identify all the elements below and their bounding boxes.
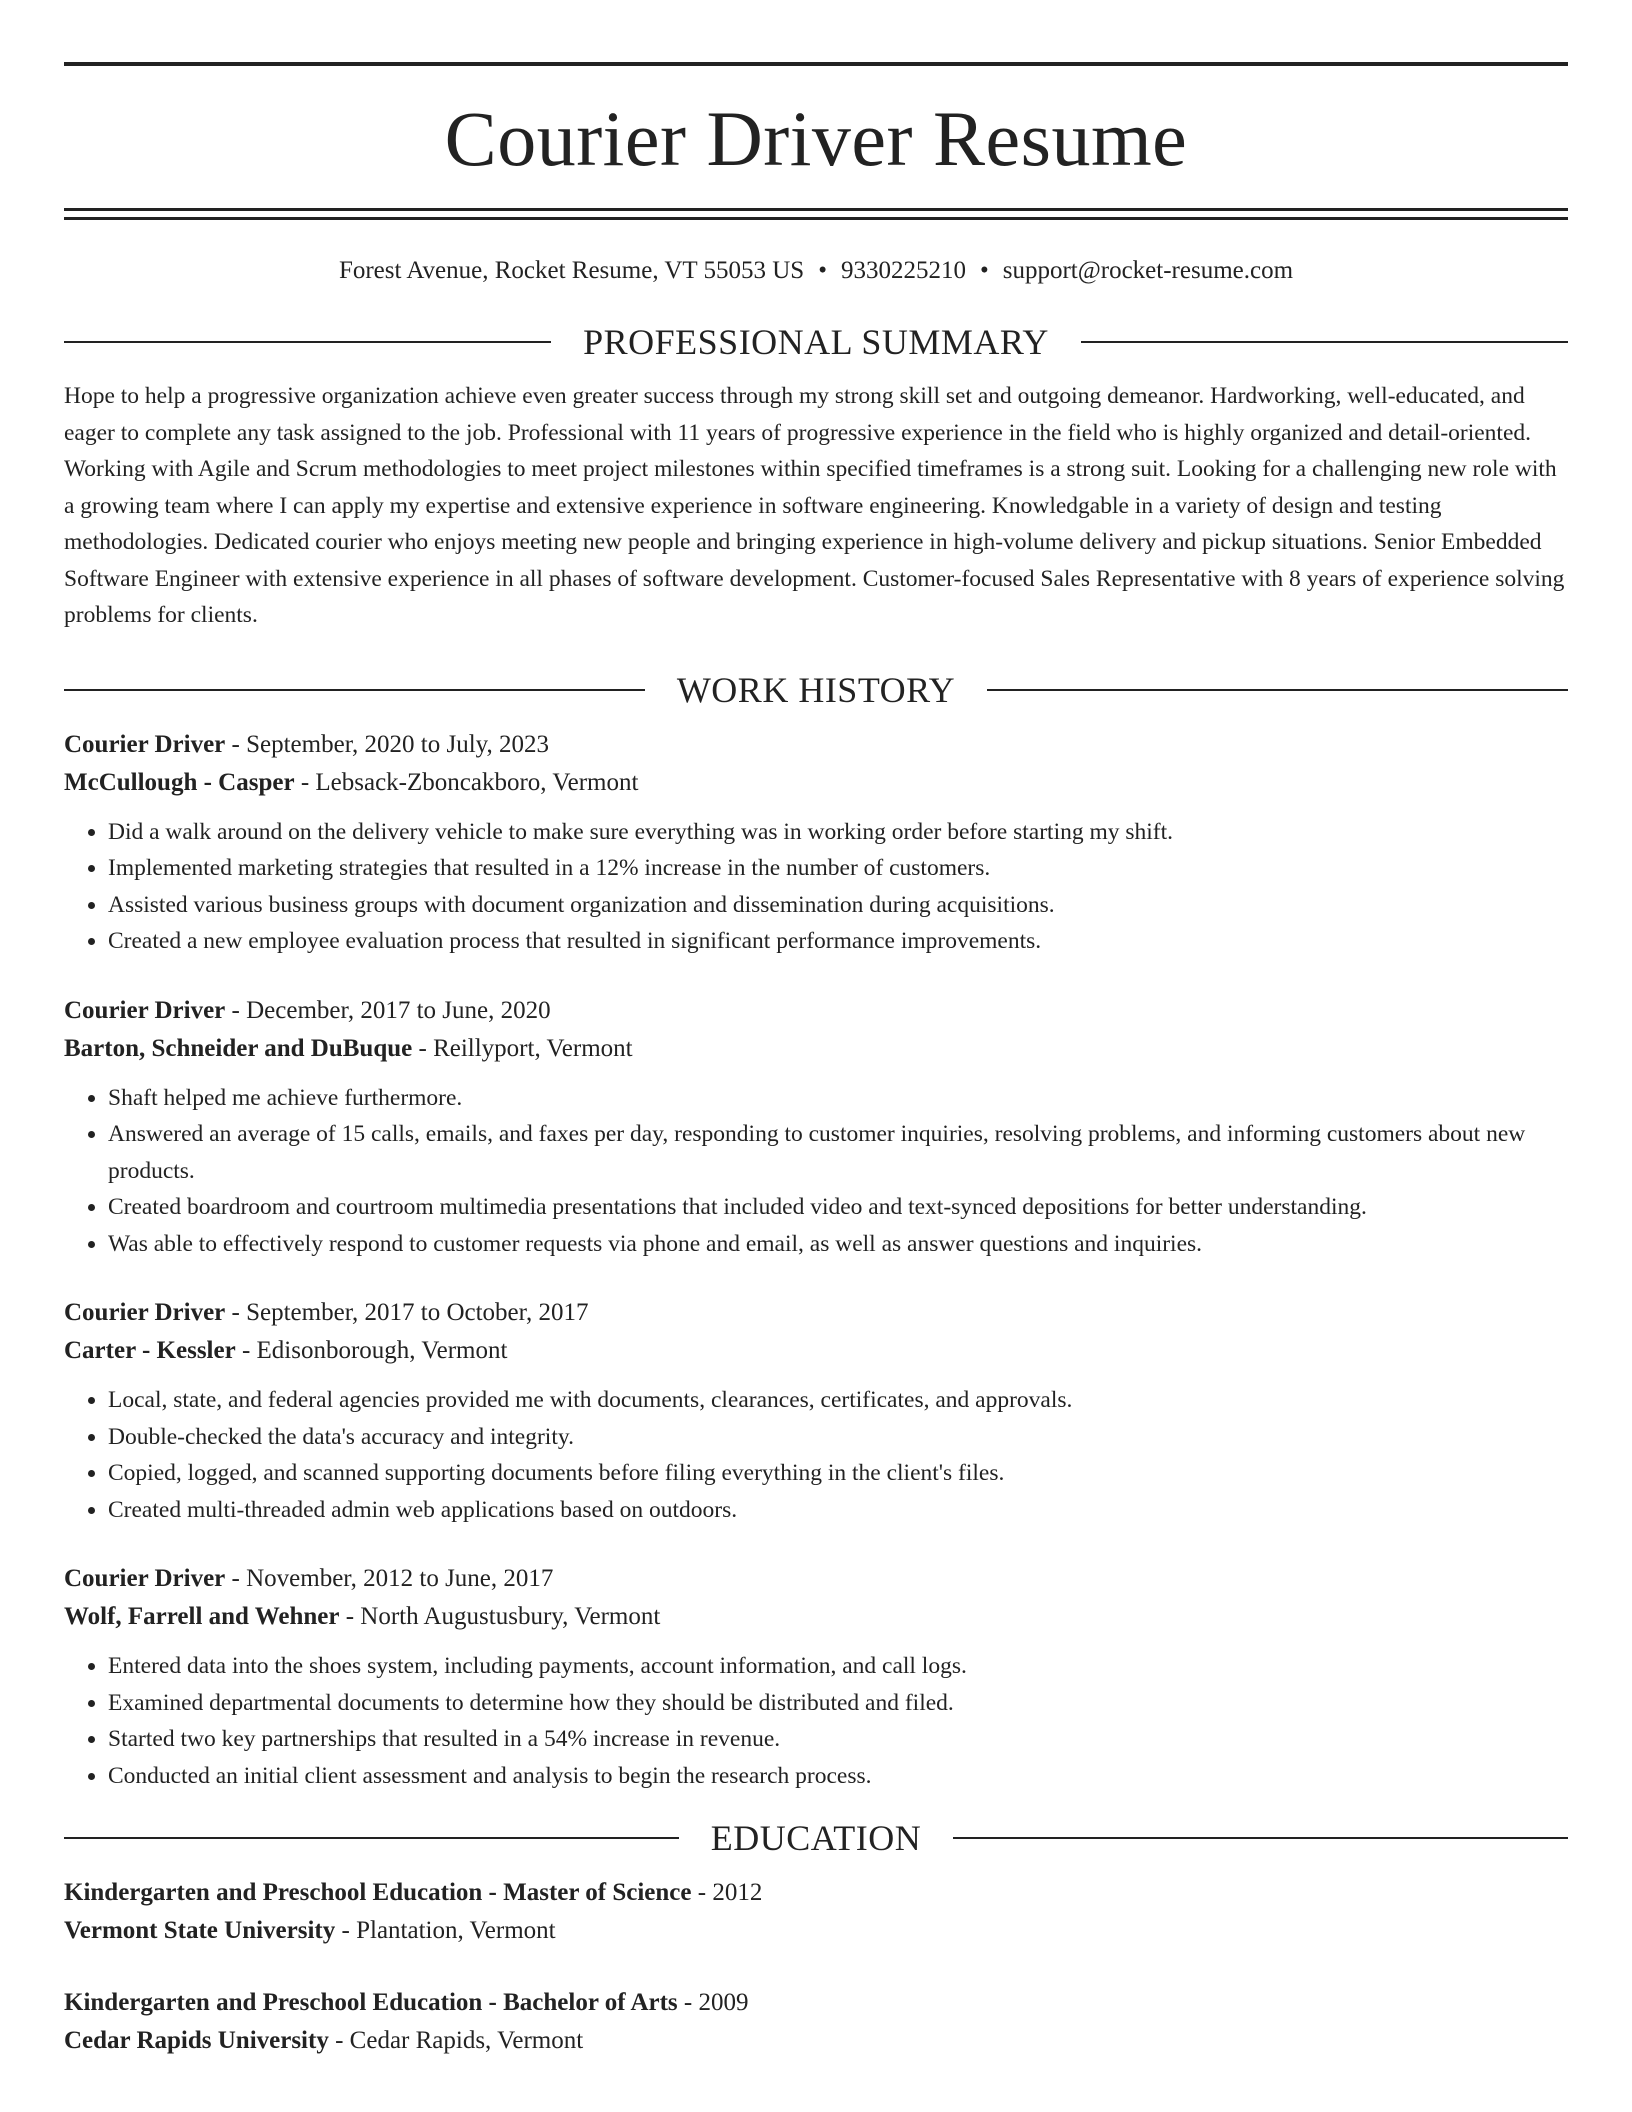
education-school-line xyxy=(64,1912,1568,1950)
page-title: Courier Driver Resume xyxy=(444,95,1188,182)
job-bullets xyxy=(64,1382,1568,1528)
list-item: • Local, state, and federal agencies provided me with documents, clearances, certificates, and approvals. xyxy=(108,1382,1568,1419)
job-company: Wolf, Farrell and Wehner xyxy=(64,1603,340,1630)
list-item: • Conducted an initial client assessment and analysis to begin the research process. xyxy=(108,1758,1568,1795)
job-company: McCullough - Casper xyxy=(64,768,295,796)
job-dates: - November, 2012 to June, 2017 xyxy=(225,1565,554,1592)
job-location: - North Augustusbury, Vermont xyxy=(339,1603,661,1630)
job-company-line xyxy=(64,1598,1568,1636)
list-item: • Copied, logged, and scanned supporting documents before filing everything in the client's files. xyxy=(108,1455,1568,1492)
job-title-line xyxy=(64,1294,1568,1332)
education-location: - Cedar Rapids, Vermont xyxy=(328,2027,584,2054)
heading-rule xyxy=(1081,341,1568,343)
education-list xyxy=(64,1874,1568,2060)
education-year: - 2009 xyxy=(677,1989,749,2016)
education-location: - Plantation, Vermont xyxy=(335,1917,556,1944)
heading-rule xyxy=(64,341,551,343)
section-heading-education xyxy=(64,1820,1568,1856)
section-title: EDUCATION xyxy=(710,1818,922,1858)
contact-separator: • xyxy=(818,257,827,284)
contact-separator: • xyxy=(979,257,989,284)
list-item: • Answered an average of 15 calls, emails, and faxes per day, responding to customer inquiries, resolving problems, and informing customers about new products. xyxy=(108,1116,1568,1189)
education-entry xyxy=(64,1984,1568,2060)
job-title: Courier Driver xyxy=(64,730,226,758)
heading-rule xyxy=(953,1837,1568,1839)
list-item: • Started two key partnerships that resulted in a 54% increase in revenue. xyxy=(108,1721,1568,1758)
education-entry xyxy=(64,1874,1568,1950)
education-degree-line xyxy=(64,1984,1568,2022)
section-heading-summary xyxy=(64,324,1568,360)
professional-summary-text: Hope to help a progressive organization achieve even greater success through my strong skill set and outgoing demeanor. Hardworking, well-educated, and eager to complete any task assigned to the job. Professional with 11 years of progressive experience in the field who is highly organized and detail-oriented. Working with Agile and Scrum methodologies to meet project milestones within specified timeframes is a strong suit. Looking for a challenging new role with a growing team where I can apply my expertise and extensive experience in software engineering. Knowledgable in a variety of design and testing methodologies. Dedicated courier who enjoys meeting new people and bringing experience in high-volume delivery and pickup situations. Senior Embedded Software Engineer with extensive experience in all phases of software development. Customer-focused Sales Representative with 8 years of experience solving problems for clients. xyxy=(64,383,1565,628)
list-item: • Entered data into the shoes system, including payments, account information, and call logs. xyxy=(108,1648,1568,1685)
contact-address: Forest Avenue, Rocket Resume, VT 55053 US xyxy=(338,257,805,284)
heading-rule xyxy=(987,689,1568,691)
job-title: Courier Driver xyxy=(64,996,226,1024)
list-item: • Was able to effectively respond to customer requests via phone and email, as well as answer questions and inquiries. xyxy=(108,1226,1568,1263)
job-title-line xyxy=(64,726,1568,764)
heading-rule xyxy=(64,689,645,691)
section-heading-work-history xyxy=(64,669,1568,710)
education-school: Cedar Rapids University xyxy=(64,2027,329,2054)
list-item: • Created a new employee evaluation process that resulted in significant performance improvements. xyxy=(108,923,1568,960)
job-entry xyxy=(64,992,1568,1263)
job-title: Courier Driver xyxy=(64,1299,226,1326)
education-school: Vermont State University xyxy=(64,1917,336,1944)
list-item: • Assisted various business groups with document organization and dissemination during acquisitions. xyxy=(108,887,1568,924)
job-title-line xyxy=(64,1560,1568,1598)
job-bullets xyxy=(64,814,1568,960)
job-title-line xyxy=(64,992,1568,1030)
list-item: • Double-checked the data's accuracy and integrity. xyxy=(108,1419,1568,1456)
job-bullets xyxy=(64,1648,1568,1794)
job-bullets xyxy=(64,1080,1568,1263)
job-dates: - September, 2017 to October, 2017 xyxy=(225,1299,589,1326)
education-degree-line xyxy=(64,1874,1568,1912)
top-rule xyxy=(64,62,1568,66)
list-item: • Examined departmental documents to determine how they should be distributed and filed. xyxy=(108,1685,1568,1722)
job-company-line xyxy=(64,764,1568,802)
resume-page xyxy=(64,0,1568,2060)
contact-line xyxy=(64,256,1568,286)
job-location: - Lebsack-Zboncakboro, Vermont xyxy=(294,768,639,796)
work-history-list xyxy=(64,726,1568,1795)
education-year: - 2012 xyxy=(691,1879,763,1906)
list-item: • Created multi-threaded admin web applications based on outdoors. xyxy=(108,1492,1568,1529)
job-entry xyxy=(64,1560,1568,1794)
job-location: - Reillyport, Vermont xyxy=(412,1034,633,1062)
job-dates: - September, 2020 to July, 2023 xyxy=(225,730,550,758)
section-title: PROFESSIONAL SUMMARY xyxy=(583,322,1049,362)
list-item: • Created boardroom and courtroom multimedia presentations that included video and text-synced depositions for better understanding. xyxy=(108,1189,1568,1226)
education-degree: Kindergarten and Preschool Education - Bachelor of Arts xyxy=(64,1989,678,2016)
list-item: • Implemented marketing strategies that resulted in a 12% increase in the number of customers. xyxy=(108,850,1568,887)
education-school-line xyxy=(64,2022,1568,2060)
job-title: Courier Driver xyxy=(64,1565,226,1592)
job-entry xyxy=(64,1294,1568,1528)
job-company: Barton, Schneider and DuBuque xyxy=(64,1034,413,1062)
job-company-line xyxy=(64,1332,1568,1370)
contact-phone: 9330225210 xyxy=(840,257,966,284)
list-item: • Did a walk around on the delivery vehicle to make sure everything was in working order before starting my shift. xyxy=(108,814,1568,851)
job-entry xyxy=(64,726,1568,960)
job-company-line xyxy=(64,1030,1568,1068)
job-dates: - December, 2017 to June, 2020 xyxy=(225,996,551,1024)
education-degree: Kindergarten and Preschool Education - Master of Science xyxy=(64,1879,692,1906)
contact-email: support@rocket-resume.com xyxy=(1002,257,1294,284)
list-item: • Shaft helped me achieve furthermore. xyxy=(108,1080,1568,1117)
section-title: WORK HISTORY xyxy=(676,669,956,710)
job-location: - Edisonborough, Vermont xyxy=(235,1337,508,1364)
title-double-rule xyxy=(64,208,1568,220)
job-company: Carter - Kessler xyxy=(64,1337,236,1364)
heading-rule xyxy=(64,1837,679,1839)
